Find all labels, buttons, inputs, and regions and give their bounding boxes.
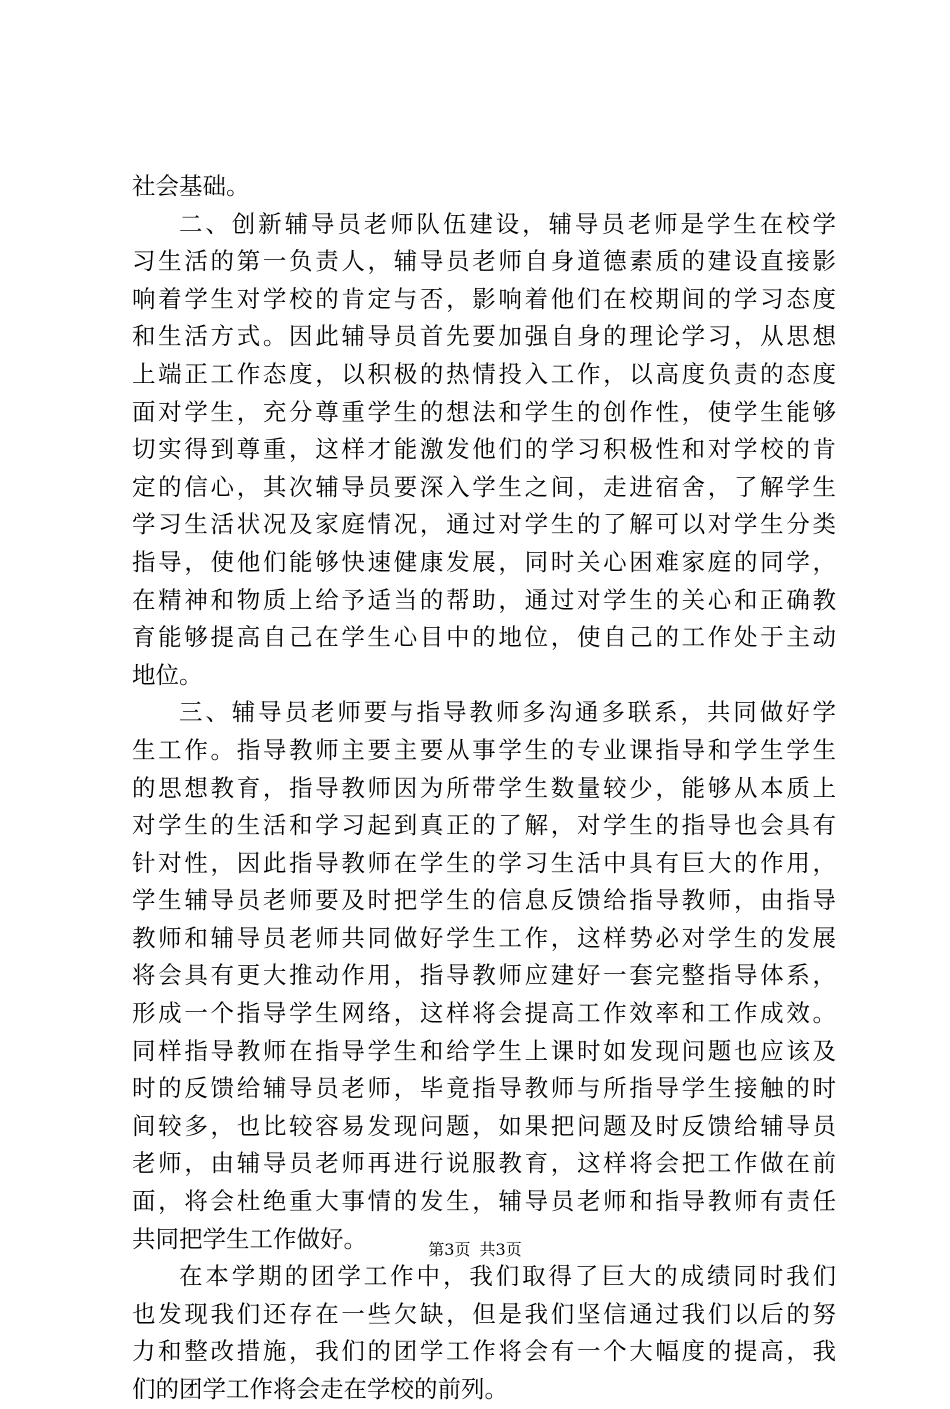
page-footer — [0, 1240, 950, 1260]
text-line: 和生活方式。因此辅导员首先要加强自身的理论学习，从思想 — [132, 322, 836, 351]
text-line: 时的反馈给辅导员老师，毕竟指导教师与所指导学生接触的时 — [132, 1074, 836, 1103]
text-line: 切实得到尊重，这样才能激发他们的学习积极性和对学校的肯 — [132, 435, 836, 464]
text-line: 共同把学生工作做好。 — [132, 1224, 367, 1253]
text-line: 三、辅导员老师要与指导教师多沟通多联系，共同做好学 — [179, 698, 836, 727]
paragraph — [132, 694, 836, 1258]
text-line: 生工作。指导教师主要主要从事学生的专业课指导和学生学生 — [132, 735, 836, 764]
text-line: 针对性，因此指导教师在学生的学习生活中具有巨大的作用， — [132, 848, 836, 877]
text-line: 间较多，也比较容易发现问题，如果把问题及时反馈给辅导员 — [132, 1111, 836, 1140]
text-line: 老师，由辅导员老师再进行说服教育，这样将会把工作做在前 — [132, 1149, 836, 1178]
text-line: 上端正工作态度，以积极的热情投入工作，以高度负责的态度 — [132, 359, 836, 388]
document-body — [132, 168, 836, 1409]
text-line: 二、创新辅导员老师队伍建设，辅导员老师是学生在校学 — [179, 209, 836, 238]
page-total: 共3页 — [479, 1240, 522, 1259]
text-line: 定的信心，其次辅导员要深入学生之间，走进宿舍，了解学生 — [132, 472, 836, 501]
text-line: 面，将会杜绝重大事情的发生，辅导员老师和指导教师有责任 — [132, 1187, 836, 1216]
text-line: 的思想教育，指导教师因为所带学生数量较少，能够从本质上 — [132, 773, 836, 802]
text-line: 在本学期的团学工作中，我们取得了巨大的成绩同时我们 — [179, 1262, 836, 1291]
text-line: 学生辅导员老师要及时把学生的信息反馈给指导教师，由指导 — [132, 886, 836, 915]
text-line: 对学生的生活和学习起到真正的了解，对学生的指导也会具有 — [132, 811, 836, 840]
text-line: 形成一个指导学生网络，这样将会提高工作效率和工作成效。 — [132, 999, 836, 1028]
paragraph — [132, 168, 836, 206]
text-line: 响着学生对学校的肯定与否，影响着他们在校期间的学习态度 — [132, 284, 836, 313]
text-line: 社会基础。 — [132, 172, 250, 200]
page-number: 第3页 — [428, 1240, 471, 1259]
text-line: 指导，使他们能够快速健康发展，同时关心困难家庭的同学， — [132, 547, 836, 576]
text-line: 同样指导教师在指导学生和给学生上课时如发现问题也应该及 — [132, 1036, 836, 1065]
text-line: 面对学生，充分尊重学生的想法和学生的创作性，使学生能够 — [132, 397, 836, 426]
paragraph — [132, 1258, 836, 1408]
text-line: 习生活的第一负责人，辅导员老师自身道德素质的建设直接影 — [132, 247, 836, 276]
text-line: 学习生活状况及家庭情况，通过对学生的了解可以对学生分类 — [132, 510, 836, 539]
text-line: 地位。 — [132, 660, 203, 689]
text-line: 力和整改措施，我们的团学工作将会有一个大幅度的提高，我 — [132, 1337, 836, 1366]
text-line: 们的团学工作将会走在学校的前列。 — [132, 1375, 508, 1403]
paragraph — [132, 206, 836, 695]
text-line: 将会具有更大推动作用，指导教师应建好一套完整指导体系， — [132, 961, 836, 990]
text-line: 育能够提高自己在学生心目中的地位，使自己的工作处于主动 — [132, 623, 836, 652]
text-line: 教师和辅导员老师共同做好学生工作，这样势必对学生的发展 — [132, 923, 836, 952]
text-line: 也发现我们还存在一些欠缺，但是我们坚信通过我们以后的努 — [132, 1299, 836, 1328]
text-line: 在精神和物质上给予适当的帮助，通过对学生的关心和正确教 — [132, 585, 836, 614]
